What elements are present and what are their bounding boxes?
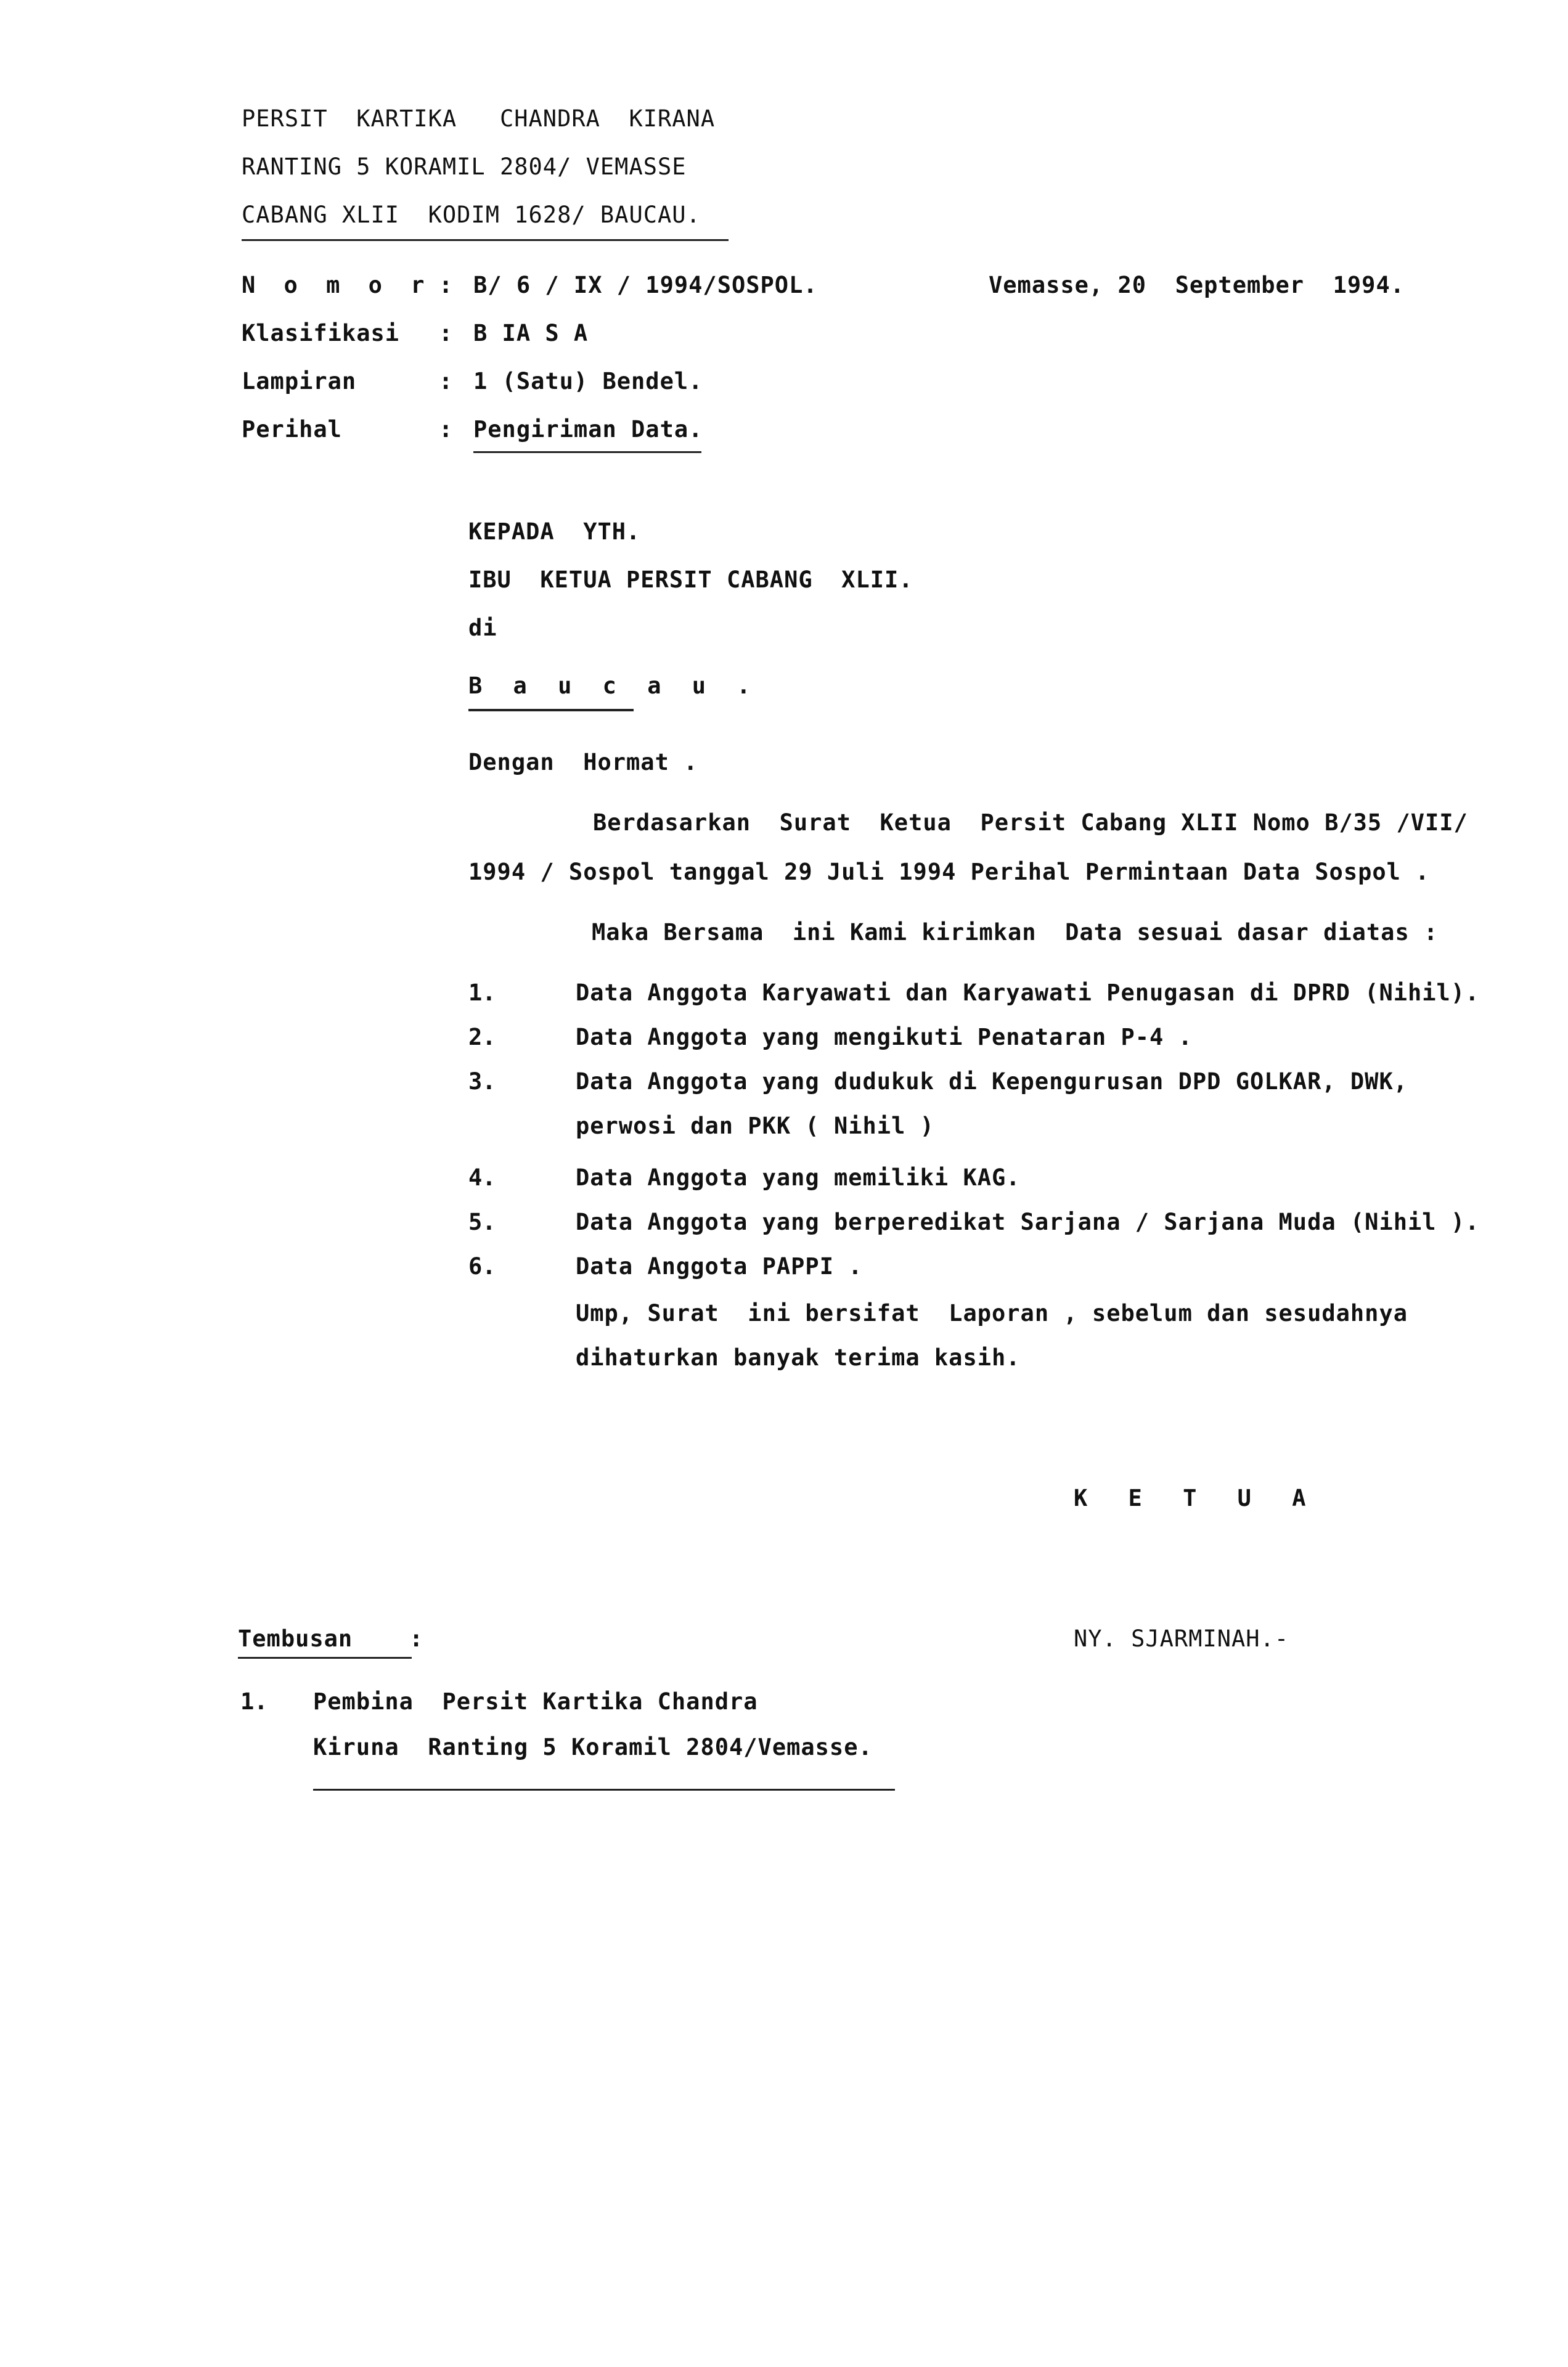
klasifikasi-colon: :: [439, 320, 453, 346]
paragraph-1-line-1: Berdasarkan Surat Ketua Persit Cabang XLII Nomo B/35 /VII/: [593, 809, 1468, 836]
list-item-continuation: perwosi dan PKK ( Nihil ): [576, 1113, 934, 1139]
letterhead-line-3: CABANG XLII KODIM 1628/ BAUCAU.: [242, 202, 701, 228]
lampiran-value: 1 (Satu) Bendel.: [473, 368, 703, 394]
list-item: Data Anggota Karyawati dan Karyawati Penugasan di DPRD (Nihil).: [576, 979, 1480, 1006]
paragraph-2: Maka Bersama ini Kami kirimkan Data sesuai dasar diatas :: [592, 919, 1439, 946]
tembusan-underline: [238, 1657, 412, 1659]
list-item: Data Anggota yang berperedikat Sarjana / Sarjana Muda (Nihil ).: [576, 1209, 1480, 1235]
list-item-number: 5.: [468, 1209, 496, 1235]
letterhead-line-2: RANTING 5 KORAMIL 2804/ VEMASSE: [242, 153, 687, 180]
signature-name: NY. SJARMINAH.-: [1074, 1625, 1289, 1652]
tembusan-number: 1.: [240, 1688, 268, 1715]
tembusan-label: Tembusan: [238, 1625, 353, 1652]
perihal-underline: [473, 451, 701, 453]
letterhead-line-1: PERSIT KARTIKA CHANDRA KIRANA: [242, 105, 716, 132]
salutation: Dengan Hormat .: [468, 749, 698, 775]
address-city: B a u c a u .: [468, 672, 759, 699]
tembusan-line-2: Kiruna Ranting 5 Koramil 2804/Vemasse.: [313, 1734, 873, 1760]
closing-line-1: Ump, Surat ini bersifat Laporan , sebelum dan sesudahnya: [576, 1300, 1408, 1327]
perihal-label: Perihal: [242, 416, 342, 443]
tembusan-line-1: Pembina Persit Kartika Chandra: [313, 1688, 758, 1715]
list-item-number: 2.: [468, 1024, 496, 1050]
nomor-colon: :: [439, 272, 453, 298]
address-recipient: IBU KETUA PERSIT CABANG XLII.: [468, 566, 913, 593]
address-city-underline: [468, 709, 634, 711]
address-kepada: KEPADA YTH.: [468, 518, 641, 545]
list-item-number: 4.: [468, 1164, 496, 1191]
place-date: Vemasse, 20 September 1994.: [989, 272, 1405, 298]
closing-line-2: dihaturkan banyak terima kasih.: [576, 1344, 1021, 1371]
list-item-number: 1.: [468, 979, 496, 1006]
address-di: di: [468, 615, 497, 641]
signature-title: K E T U A: [1074, 1485, 1320, 1511]
list-item-number: 3.: [468, 1068, 496, 1095]
tembusan-colon: :: [409, 1625, 424, 1652]
lampiran-colon: :: [439, 368, 453, 394]
list-item: Data Anggota yang mengikuti Penataran P-4 .: [576, 1024, 1193, 1050]
list-item: Data Anggota PAPPI .: [576, 1253, 863, 1280]
list-item: Data Anggota yang dudukuk di Kepengurusan DPD GOLKAR, DWK,: [576, 1068, 1408, 1095]
tembusan-bottom-rule: [313, 1789, 895, 1791]
nomor-value: B/ 6 / IX / 1994/SOSPOL.: [473, 272, 818, 298]
letterhead-underline: [242, 239, 729, 241]
nomor-label: N o m o r: [242, 272, 432, 298]
paragraph-1-line-2: 1994 / Sospol tanggal 29 Juli 1994 Perihal Permintaan Data Sospol .: [468, 859, 1430, 885]
klasifikasi-label: Klasifikasi: [242, 320, 400, 346]
list-item: Data Anggota yang memiliki KAG.: [576, 1164, 1021, 1191]
lampiran-label: Lampiran: [242, 368, 357, 394]
perihal-colon: :: [439, 416, 453, 443]
list-item-number: 6.: [468, 1253, 496, 1280]
perihal-value: Pengiriman Data.: [473, 416, 703, 443]
klasifikasi-value: B IA S A: [473, 320, 589, 346]
